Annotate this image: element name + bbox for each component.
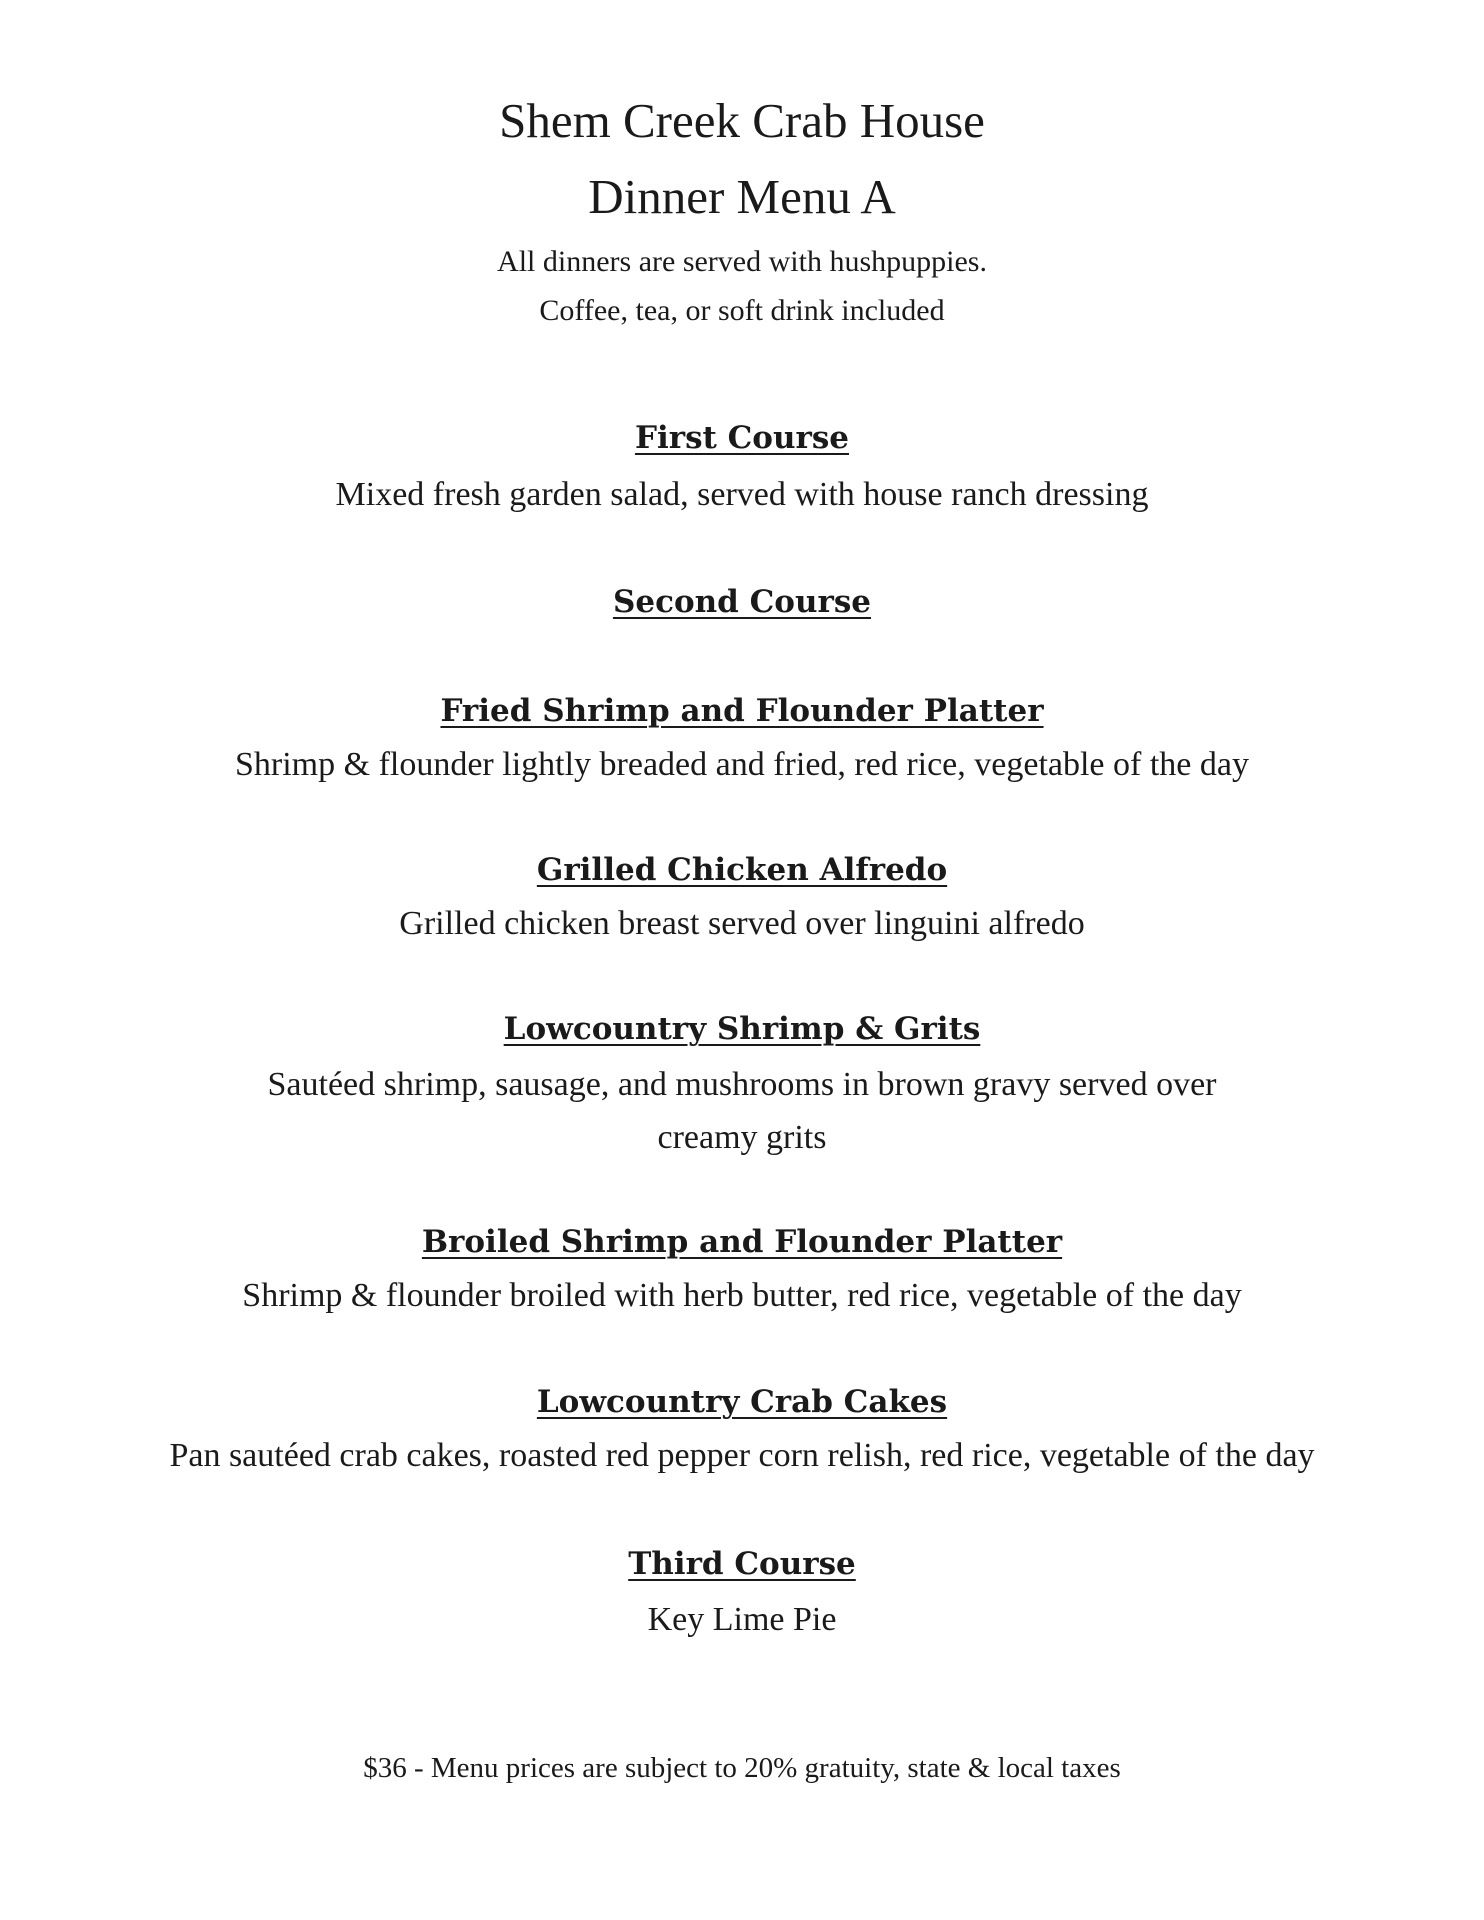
third-course-description: Key Lime Pie — [647, 1601, 837, 1638]
menu-item-description-continued: creamy grits — [657, 1119, 827, 1156]
first-course-heading: First Course — [634, 420, 850, 456]
second-course-heading: Second Course — [612, 584, 872, 620]
menu-item-description: Sautéed shrimp, sausage, and mushrooms in brown gravy served over — [267, 1066, 1217, 1103]
menu-item-description: Pan sautéed crab cakes, roasted red pepper corn relish, red rice, vegetable of the day — [169, 1437, 1315, 1474]
first-course-description: Mixed fresh garden salad, served with house ranch dressing — [335, 476, 1149, 513]
menu-item-name: Lowcountry Shrimp & Grits — [503, 1011, 981, 1047]
price-note: $36 - Menu prices are subject to 20% gratuity, state & local taxes — [363, 1752, 1121, 1784]
menu-title: Dinner Menu A — [588, 169, 896, 224]
third-course-heading: Third Course — [628, 1546, 856, 1582]
menu-item-name: Fried Shrimp and Flounder Platter — [440, 693, 1044, 729]
restaurant-name: Shem Creek Crab House — [499, 93, 985, 148]
drinks-note: Coffee, tea, or soft drink included — [539, 294, 945, 327]
menu-item-name: Grilled Chicken Alfredo — [536, 852, 948, 888]
menu-item-description: Shrimp & flounder lightly breaded and fried, red rice, vegetable of the day — [235, 746, 1249, 783]
menu-item-name: Lowcountry Crab Cakes — [536, 1384, 948, 1420]
hushpuppies-note: All dinners are served with hushpuppies. — [497, 245, 987, 278]
menu-item-name: Broiled Shrimp and Flounder Platter — [421, 1224, 1063, 1260]
menu-item-description: Grilled chicken breast served over linguini alfredo — [399, 905, 1085, 942]
menu-item-description: Shrimp & flounder broiled with herb butter, red rice, vegetable of the day — [242, 1277, 1242, 1314]
